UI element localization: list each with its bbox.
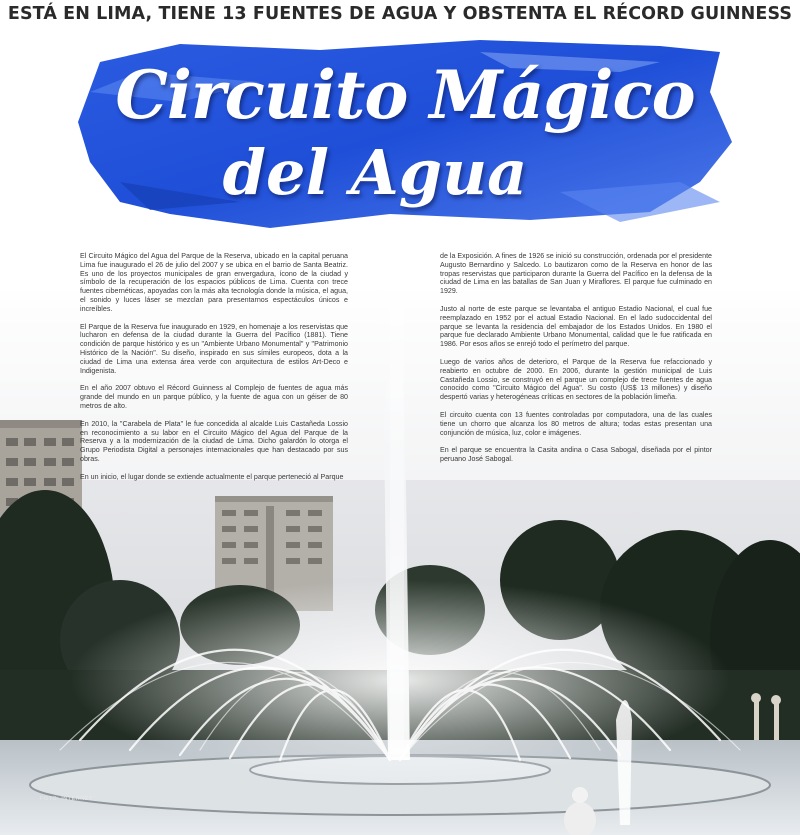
title-line-2: del Agua bbox=[222, 136, 528, 209]
paragraph: En el año 2007 obtuvo el Récord Guinness al Complejo de fuentes de agua más grande del mundo en un parque público, y la fuente de agua con un géiser de 80 metros de alto. bbox=[80, 384, 348, 410]
paragraph: El Circuito Mágico del Agua del Parque de la Reserva, ubicado en la capital peruana Lima fue inaugurado el 26 de julio del 2007 y se ubica en el barrio de Santa Beatriz. Es uno de los proyectos municipales de gran envergadura, ícono de la ciudad y símbolo de la recuperación de los espacios públicos de Lima. Cuenta con trece fuentes cibernéticas, apoyadas con la más alta tecnología donde la música, el agua, el sonido y luces láser se mezclan para presentarnos espectáculos únicos e increíbles. bbox=[80, 252, 348, 313]
paragraph: En un inicio, el lugar donde se extiende actualmente el parque perteneció al Parque bbox=[80, 472, 344, 481]
paragraph: En 2010, la "Carabela de Plata" le fue concedida al alcalde Luis Castañeda Lossio en reconocimiento a su labor en el Circuito Mágico del Agua del Parque de la Reserva y a la modernización de la ciudad de Lima. Dicho galardón lo otorga el Grupo Periodista Digital a personajes internacionales que han destacado por sus obras. bbox=[80, 419, 348, 463]
paragraph: Luego de varios años de deterioro, el Parque de la Reserva fue refaccionado y reabierto en octubre de 2000. En 2006, durante la gestión municipal de Luis Castañeda Lossio, se construyó en el parque un complejo de trece fuentes de agua conocido como "Circuito Mágico del Agua". Su costo (US$ 13 millones) y diseño despertó varias y heterogéneas críticas en sectores de la población limeña. bbox=[440, 357, 712, 402]
title-line-1: Circuito Mágico bbox=[115, 56, 695, 134]
article-column-right bbox=[440, 252, 712, 473]
paragraph: El Parque de la Reserva fue inaugurado en 1929, en homenaje a los reservistas que lucharon en defensa de la ciudad durante la Guerra del Pacífico (1881). Tiene condición de parque histórico y es un "Ambiente Urbano Monumental" y "Patrimonio Histórico de la Nación". Su diseño, inspirado en sus símiles europeos, dota a la ciudad de Lima una extensa área verde con arquitectura de estilos Art-Deco e Indigenista. bbox=[80, 322, 348, 375]
paragraph: Justo al norte de este parque se levantaba el antiguo Estadio Nacional, el cual fue reemplazado en 1952 por el actual Estadio Nacional. En el lado sudoccidental del parque se levanta la residencia del embajador de los Estados Unidos. En 1980 el parque fue declarado Ambiente Urbano Monumental, calidad que le fue ratificada en 1986. Por esos años se enrejó todo el perímetro del parque. bbox=[440, 304, 712, 349]
kicker-headline: ESTÁ EN LIMA, TIENE 13 FUENTES DE AGUA Y OBSTENTA EL RÉCORD GUINNESS bbox=[7, 4, 793, 24]
paragraph: de la Exposición. A fines de 1926 se inició su construcción, ordenada por el presidente Augusto Bernardino y Salcedo. Lo bautizaron como de la Reserva en honor de las tropas reservistas que participaron durante la Guerra del Pacífico en la defensa de la ciudad de Lima en las batallas de San Juan y Miraflores. El parque fue culminado en 1929. bbox=[440, 252, 712, 296]
title-block bbox=[60, 32, 750, 242]
article-column-left bbox=[80, 252, 348, 491]
photo-credit: FOTO: INTERNET bbox=[40, 796, 93, 802]
paragraph: El circuito cuenta con 13 fuentes controladas por computadora, una de las cuales tiene un chorro que alcanza los 80 metros de altura; todas estas presentan una conjunción de música, luz, color e imágenes. bbox=[440, 410, 712, 437]
paragraph: En el parque se encuentra la Casita andina o Casa Sabogal, diseñada por el pintor peruano José Sabogal. bbox=[440, 446, 712, 464]
